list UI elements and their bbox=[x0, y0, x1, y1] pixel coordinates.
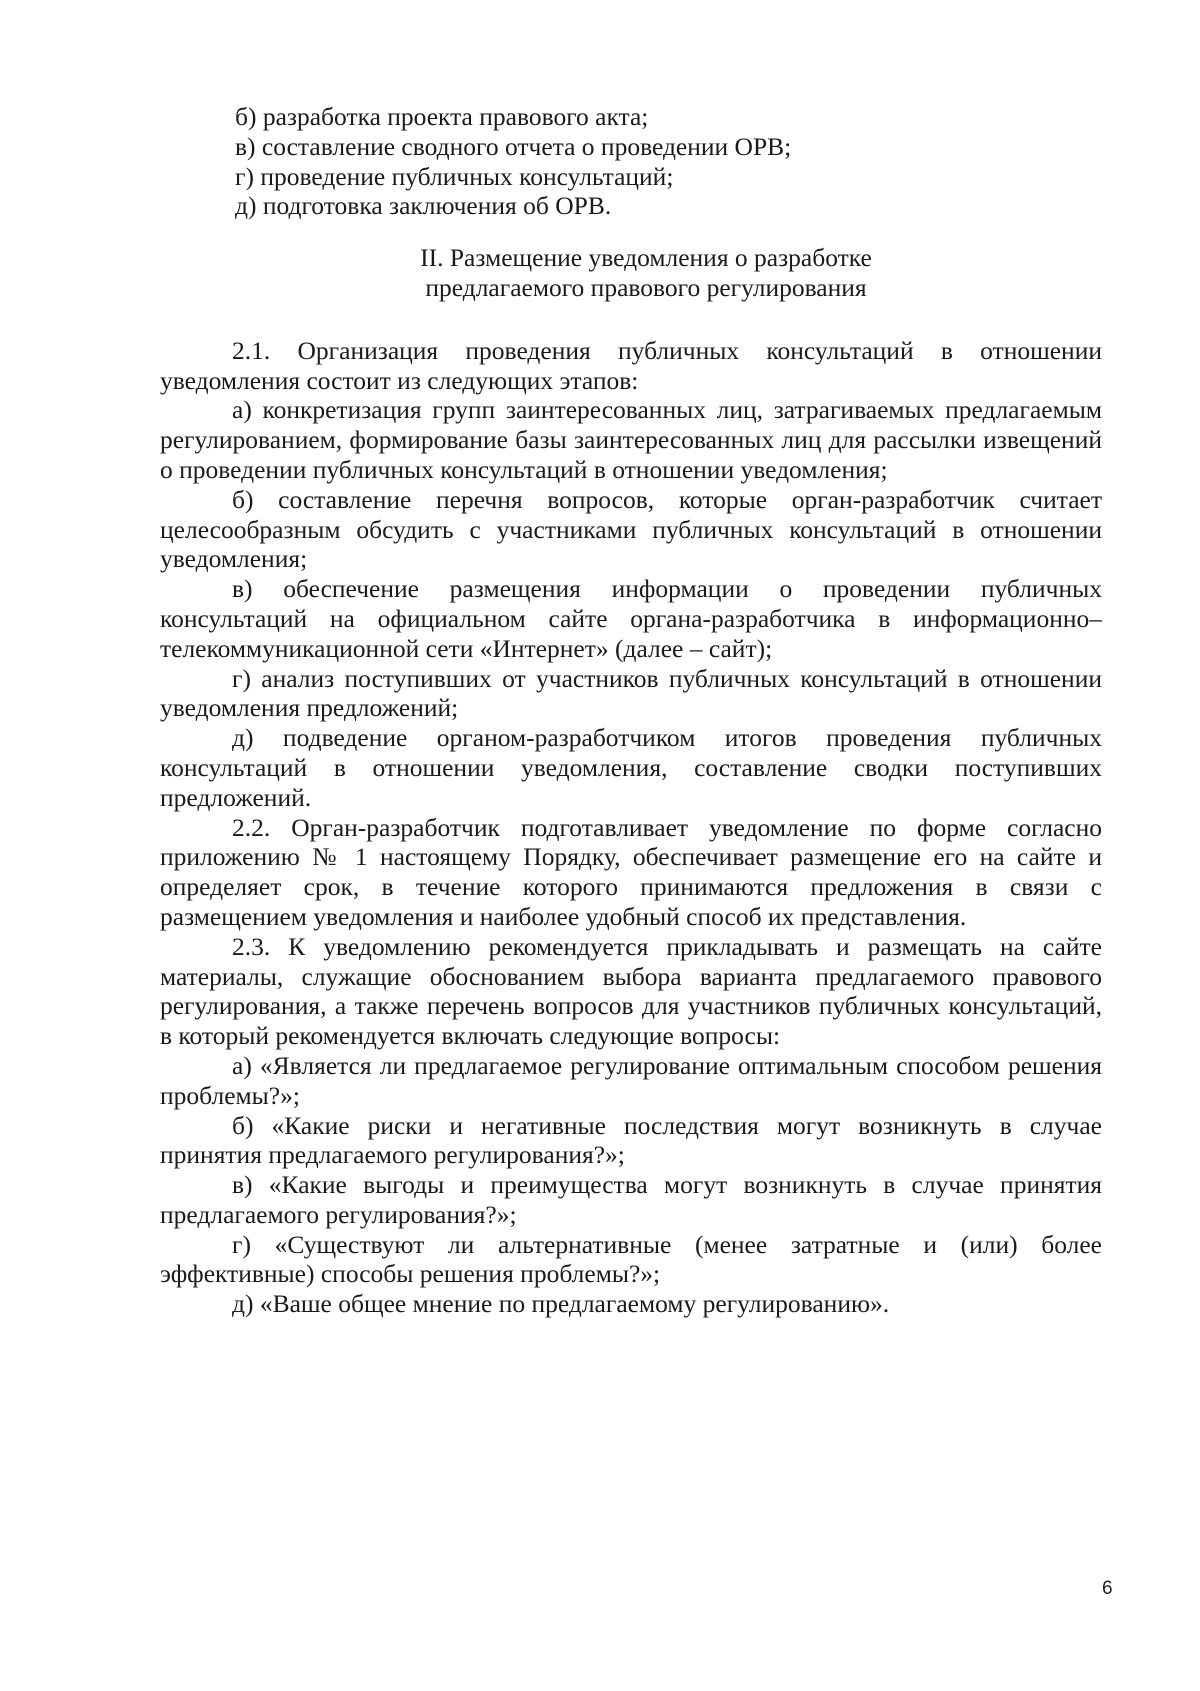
paragraph: г) «Существуют ли альтернативные (менее затратные и (или) более эффективные) способы решения проблемы?»; bbox=[160, 1229, 1102, 1289]
list-item: д) подготовка заключения об ОРВ. bbox=[235, 191, 612, 221]
paragraph: 2.2. Орган-разработчик подготавливает уведомление по форме согласно приложению № 1 настоящему Порядку, обеспечивает размещение его на сайте и определяет срок, в течение которого принимаются предложения в связи с размещением уведомления и наиболее удобный способ их представления. bbox=[160, 812, 1102, 931]
spacer bbox=[160, 221, 1102, 243]
section-heading-line-1: II. Размещение уведомления о разработке bbox=[420, 243, 872, 273]
paragraph: б) составление перечня вопросов, которые орган-разработчик считает целесообразным обсудить с участниками публичных консультаций в отношении уведомления; bbox=[160, 484, 1102, 574]
paragraph: б) «Какие риски и негативные последствия могут возникнуть в случае принятия предлагаемого регулирования?»; bbox=[160, 1110, 1102, 1170]
list-item: г) проведение публичных консультаций; bbox=[235, 161, 674, 191]
section-heading-line-2: предлагаемого правового регулирования bbox=[425, 272, 867, 302]
paragraph: 2.1. Организация проведения публичных консультаций в отношении уведомления состоит из следующих этапов: bbox=[160, 335, 1102, 395]
paragraph: 2.3. К уведомлению рекомендуется прикладывать и размещать на сайте материалы, служащие обоснованием выбора варианта предлагаемого правового регулирования, а также перечень вопросов для участников публичных консультаций, в который рекомендуется включать следующие вопросы: bbox=[160, 931, 1102, 1051]
paragraph: а) конкретизация групп заинтересованных лиц, затрагиваемых предлагаемым регулированием, формирование базы заинтересованных лиц для рассылки извещений о проведении публичных консультаций в отношении уведомления; bbox=[160, 395, 1102, 484]
paragraph: в) обеспечение размещения информации о проведении публичных консультаций на официальном сайте органа-разработчика в информационно–телекоммуникационной сети «Интернет» (далее – сайт); bbox=[160, 574, 1102, 663]
paragraph: в) «Какие выгоды и преимущества могут возникнуть в случае принятия предлагаемого регулирования?»; bbox=[160, 1170, 1102, 1229]
list-item: в) составление сводного отчета о проведении ОРВ; bbox=[235, 131, 792, 161]
spacer bbox=[160, 303, 1102, 336]
list-item: б) разработка проекта правового акта; bbox=[235, 102, 649, 131]
paragraph: а) «Является ли предлагаемое регулирование оптимальным способом решения проблемы?»; bbox=[160, 1050, 1102, 1110]
paragraph: г) анализ поступивших от участников публичных консультаций в отношении уведомления предложений; bbox=[160, 663, 1102, 723]
page-number: 6 bbox=[1102, 1578, 1113, 1599]
paragraph: д) «Ваше общее мнение по предлагаемому регулированию». bbox=[232, 1289, 890, 1319]
paragraph: д) подведение органом-разработчиком итогов проведения публичных консультаций в отношении уведомления, составление сводки поступивших предложений. bbox=[160, 723, 1102, 812]
